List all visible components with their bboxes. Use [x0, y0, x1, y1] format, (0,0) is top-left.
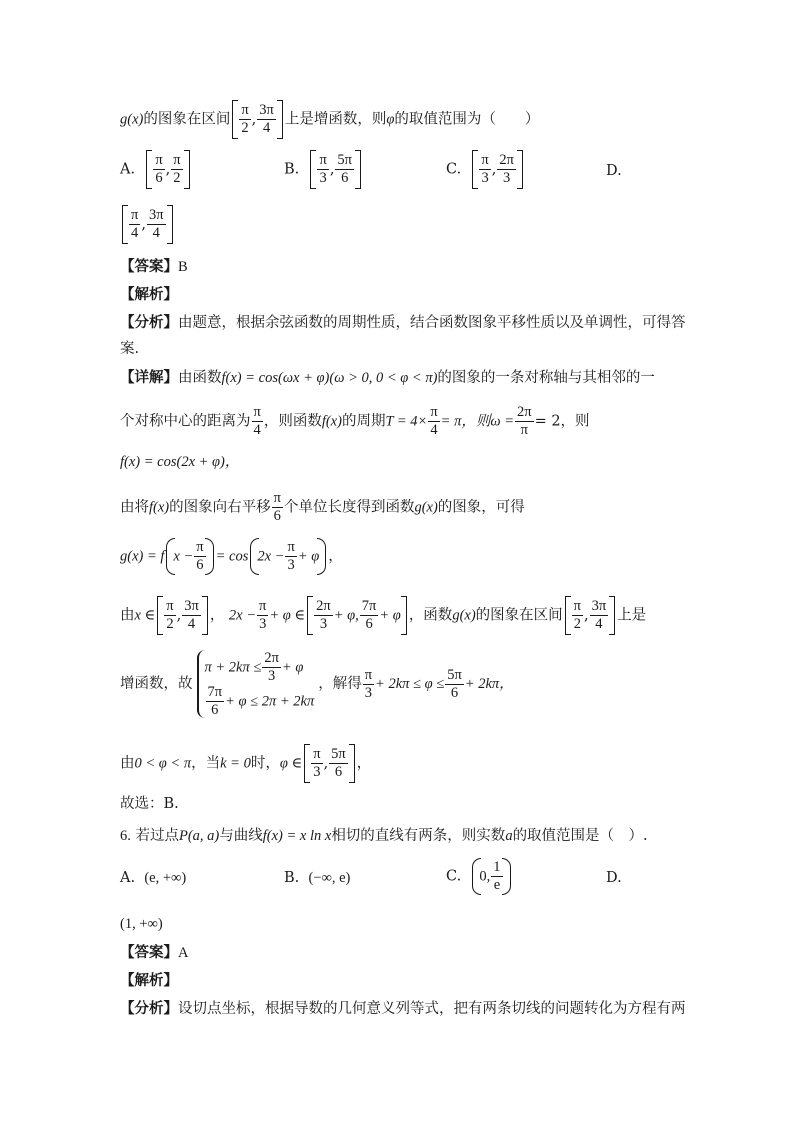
q5-stem	[120, 100, 539, 139]
fraction: $\frac{2\pi}{3}$	[264, 650, 279, 684]
q5-gx: g(x)	[120, 111, 144, 128]
fraction: $\frac{\pi}{3}$	[287, 539, 295, 573]
fraction: $\frac{2\pi}{\pi}$	[517, 404, 532, 438]
q5-option-d: $\frac{\pi}{4}$ , $\frac{3\pi}{4}$	[120, 205, 175, 244]
q5-option-a-key: A.	[120, 161, 136, 178]
fraction: $\frac{3\pi}{4}$	[148, 207, 164, 241]
answer-value: B	[178, 259, 188, 275]
fraction: $\frac{\pi}{3}$	[319, 152, 327, 186]
fraction: $\frac{5\pi}{6}$	[447, 666, 462, 701]
fraction: $\frac{5\pi}{6}$	[331, 746, 346, 780]
fraction: $\frac{2\pi}{3}$	[499, 152, 514, 186]
fraction: $\frac{2\pi}{3}$	[316, 598, 331, 632]
q5-detail-line3: f(x) = cos(2x + φ)，	[120, 454, 240, 470]
fraction: $\frac{\pi}{6}$	[155, 152, 163, 186]
q5-option-a: A. $\frac{\pi}{6}$ , $\frac{\pi}{2}$	[120, 150, 192, 189]
q5-option-c-key: C.	[446, 161, 462, 178]
fraction: $\frac{1}{e}$	[493, 859, 501, 893]
q6-option-b: B. (−∞, e)	[284, 870, 351, 886]
q5-fenxi-line1: 【分析】由题意，根据余弦函数的周期性质，结合函数图象平移性质以及单调性，可得答	[120, 314, 686, 331]
fraction: $\frac{\pi}{3}$	[364, 666, 373, 701]
q5-detail-line7: 增函数，故 π + 2kπ ≤ $\frac{2\pi}{3}$ + φ $\frac{7\pi}{6}$ + φ ≤ 2π + 2kπ ，解得 $\frac{\pi}{3}$ + 2kπ ≤ φ ≤ $\frac{5\pi}{6}$ + 2kπ，	[120, 650, 514, 718]
q6-option-c: C. 0, $\frac{1}{e}$	[446, 858, 513, 895]
q5-stem-text-a: 的图象在区间	[143, 111, 231, 128]
q5-fenxi-line2: 案.	[120, 341, 140, 357]
q5-detail-line5: g(x) = f x − $\frac{\pi}{6}$ = cos 2x − $\frac{\pi}{3}$ + φ ，	[120, 539, 343, 573]
q6-option-a: A. (e, +∞)	[120, 870, 187, 886]
fraction: $\frac{\pi}{4}$	[430, 404, 438, 438]
fraction: $\frac{\pi}{3}$	[481, 152, 489, 186]
q5-conclusion: 故选：B.	[120, 796, 179, 812]
q5-detail-line6: 由x ∈ $\frac{\pi}{2}$ , $\frac{3\pi}{4}$ ， 2x − $\frac{\pi}{3}$ + φ ∈ $\frac{2\pi}{3}$ + φ, $\frac{7\pi}{6}$ + φ ，函数g(x)的图象在区间 $\frac{\pi}{2}$ , $\frac{3\pi}{4}$ 上是	[120, 596, 646, 635]
q5-stem-text-c: 的取值范围为（ ）	[394, 111, 540, 128]
q5-stem-interval: $\frac{\pi}{2}$ , $\frac{3\pi}{4}$	[232, 100, 283, 139]
fraction: $\frac{\pi}{2}$	[573, 598, 581, 632]
q5-option-c: C. $\frac{\pi}{3}$ , $\frac{2\pi}{3}$	[446, 150, 525, 189]
fraction: $\frac{7\pi}{6}$	[207, 684, 223, 718]
q5-option-b-key: B.	[284, 161, 300, 178]
fraction: $\frac{\pi}{2}$	[241, 102, 249, 136]
fraction: $\frac{\pi}{2}$	[173, 152, 181, 186]
q5-option-d-key: D.	[606, 163, 622, 179]
q5-detail-line4: 由将f(x)的图象向右平移 $\frac{\pi}{6}$ 个单位长度得到函数g(x)的图象，可得	[120, 490, 525, 524]
answer-label: 【答案】	[120, 258, 178, 275]
q6-option-d-key: D.	[606, 870, 622, 886]
q6-answer: 【答案】A	[120, 944, 189, 961]
fraction: $\frac{\pi}{6}$	[273, 490, 281, 524]
q6-fenxi-line1: 【分析】设切点坐标，根据导数的几何意义列等式，把有两条切线的问题转化为方程有两	[120, 1000, 686, 1017]
q5-phi: φ	[386, 111, 395, 128]
fraction: $\frac{\pi}{6}$	[196, 539, 204, 573]
q5-analysis-label: 【解析】	[120, 286, 178, 303]
q6-option-d: (1, +∞)	[120, 916, 163, 932]
fraction: $\frac{\pi}{3}$	[259, 598, 267, 632]
fraction: $\frac{5\pi}{6}$	[337, 152, 352, 186]
fraction: $\frac{3\pi}{4}$	[184, 598, 199, 632]
fraction: $\frac{\pi}{3}$	[313, 746, 321, 780]
fraction: $\frac{3\pi}{4}$	[591, 598, 607, 632]
fraction: $\frac{\pi}{2}$	[166, 598, 174, 632]
q6-analysis-label: 【解析】	[120, 972, 178, 989]
q5-option-b: B. $\frac{\pi}{3}$ , $\frac{5\pi}{6}$	[284, 150, 363, 189]
q5-detail-line8: 由0 < φ < π，当k = 0时，φ ∈ $\frac{\pi}{3}$ , $\frac{5\pi}{6}$ ，	[120, 744, 371, 783]
fraction: $\frac{\pi}{4}$	[131, 207, 139, 241]
q5-detail-line1: 【详解】由函数f(x) = cos(ωx + φ)(ω > 0, 0 < φ < π)的图象的一条对称轴与其相邻的一	[120, 369, 655, 386]
q5-answer	[120, 257, 188, 277]
q5-detail-line2: 个对称中心的距离为 $\frac{\pi}{4}$ ，则函数f(x)的周期T = 4× $\frac{\pi}{4}$ = π，则ω = $\frac{2\pi}{\pi}$ = 2，则	[120, 404, 590, 438]
q6-stem: 6. 若过点P(a, a)与曲线f(x) = x ln x相切的直线有两条，则实数a的取值范围是（ ）.	[120, 828, 648, 844]
fraction: $\frac{3\pi}{4}$	[259, 102, 274, 136]
fraction: $\frac{7\pi}{6}$	[361, 598, 377, 632]
fraction: $\frac{\pi}{4}$	[253, 404, 261, 438]
q5-stem-text-b: 上是增函数，则	[284, 111, 387, 128]
inequality-system: π + 2kπ ≤ $\frac{2\pi}{3}$ + φ $\frac{7\pi}{6}$ + φ ≤ 2π + 2kπ	[197, 650, 315, 718]
